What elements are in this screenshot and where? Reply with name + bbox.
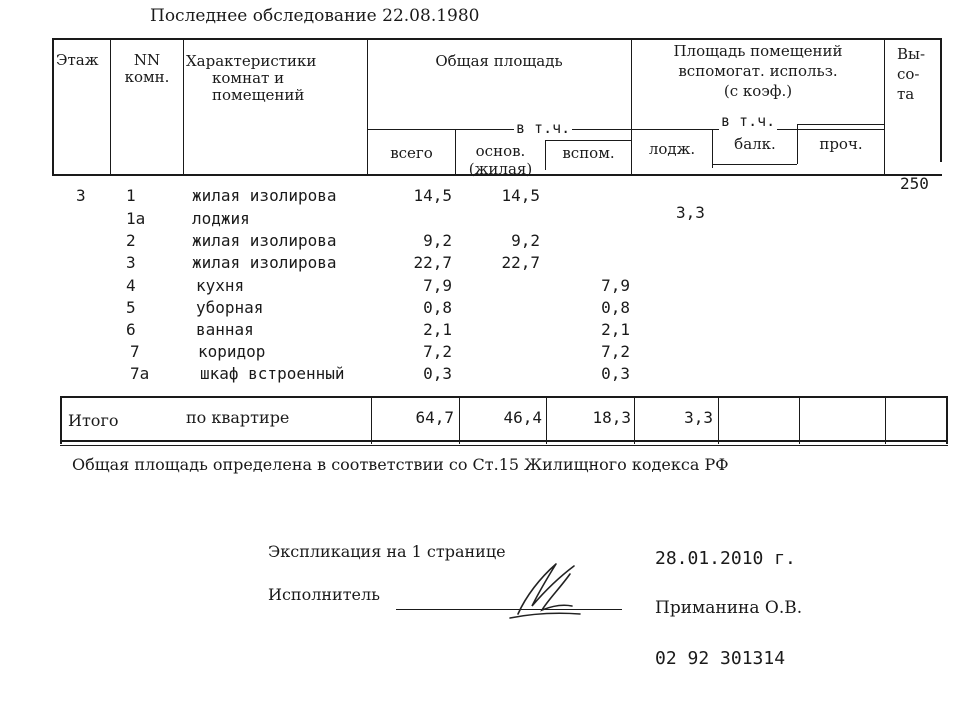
cell-main: 22,7 (501, 253, 540, 272)
total-main: 46,4 (503, 408, 542, 427)
subheader-hline (712, 164, 797, 165)
total-vline (718, 396, 719, 444)
cell-total: 0,8 (423, 298, 452, 317)
cell-no: 1 (126, 186, 136, 205)
total-all: 64,7 (415, 408, 454, 427)
cell-name: жилая изолирова (192, 231, 337, 250)
cell-total: 0,3 (423, 364, 452, 383)
header-vline (183, 38, 184, 176)
cell-main: 14,5 (501, 186, 540, 205)
col-balcony: балк. (734, 135, 776, 153)
cell-name: уборная (196, 298, 264, 317)
table-row (0, 276, 957, 298)
table-top-border (52, 38, 942, 40)
incl-label-2: в т.ч. (721, 112, 776, 130)
cell-aux: 0,3 (601, 364, 630, 383)
cell-no: 7 (130, 342, 140, 361)
cell-no: 7а (130, 364, 150, 383)
executor-label: Исполнитель (268, 585, 380, 604)
total-aux: 18,3 (592, 408, 631, 427)
header-vline (52, 38, 54, 176)
cell-no: 4 (126, 276, 136, 295)
cell-aux: 7,2 (601, 342, 630, 361)
subheader-top-border (367, 129, 884, 130)
area-note: Общая площадь определена в соответствии со Ст.15 Жилищного кодекса РФ (72, 455, 729, 474)
col-aux-area: Площадь помещений вспомогат. использ. (с коэф.) (673, 42, 843, 100)
total-vline (60, 396, 62, 444)
total-label: Итого (68, 411, 119, 430)
total-scope: по квартире (186, 408, 290, 427)
cell-total: 9,2 (423, 231, 452, 250)
cell-aux: 0,8 (601, 298, 630, 317)
col-loggia: лодж. (648, 140, 696, 158)
cell-total: 7,2 (423, 342, 452, 361)
col-room-no: NN комн. (124, 51, 170, 86)
cell-total: 2,1 (423, 320, 452, 339)
document-code: 02 92 301314 (655, 648, 786, 669)
cell-no: 5 (126, 298, 136, 317)
executor-name: Приманина О.В. (655, 598, 803, 618)
cell-name: ванная (196, 320, 254, 339)
document-date: 28.01.2010 г. (655, 548, 796, 569)
col-height: Вы- со- та (897, 45, 926, 103)
table-row (0, 320, 957, 342)
cell-no: 6 (126, 320, 136, 339)
col-all: всего (390, 144, 433, 162)
col-characteristics: Характеристики комнат и помещений (186, 52, 317, 104)
cell-total: 14,5 (413, 186, 452, 205)
col-floor: Этаж (56, 51, 99, 69)
cell-name: жилая изолирова (192, 253, 337, 272)
table-row (0, 231, 957, 253)
header-vline (110, 38, 111, 176)
col-other: проч. (819, 135, 863, 153)
cell-name: кухня (196, 276, 245, 295)
table-row (0, 364, 957, 386)
cell-name: коридор (198, 342, 266, 361)
total-bottom-border (60, 440, 948, 442)
cell-loggia: 3,3 (676, 203, 705, 222)
col-main: основ. (жилая) (468, 142, 533, 178)
total-loggia: 3,3 (684, 408, 713, 427)
cell-floor: 3 (76, 186, 86, 205)
cell-aux: 7,9 (601, 276, 630, 295)
cell-aux: 2,1 (601, 320, 630, 339)
subheader-hline (545, 140, 632, 141)
header-vline (940, 38, 942, 162)
last-inspection: Последнее обследование 22.08.1980 (150, 6, 480, 26)
col-aux: вспом. (562, 144, 615, 162)
table-row (0, 253, 957, 275)
header-vline (884, 38, 885, 176)
cell-no: 2 (126, 231, 136, 250)
total-bottom-border-2 (60, 445, 948, 446)
table-row (0, 203, 957, 231)
table-row (0, 342, 957, 364)
total-vline (799, 396, 800, 444)
cell-no: 1а (126, 209, 146, 228)
table-row (0, 298, 957, 320)
cell-main: 9,2 (511, 231, 540, 250)
cell-name: шкаф встроенный (200, 364, 345, 383)
cell-no: 3 (126, 253, 136, 272)
cell-total: 22,7 (413, 253, 452, 272)
incl-label-1: в т.ч. (516, 119, 571, 137)
cell-name: жилая изолирова (192, 186, 337, 205)
col-total-area: Общая площадь (435, 52, 563, 70)
total-vline (885, 396, 886, 444)
total-vline (946, 396, 948, 444)
total-top-border (60, 396, 948, 398)
explication-pages: Экспликация на 1 странице (268, 542, 506, 561)
signature (500, 556, 590, 626)
cell-height: 250 (900, 174, 929, 193)
cell-total: 7,9 (423, 276, 452, 295)
table-row (0, 174, 957, 208)
subheader-hline (797, 124, 884, 125)
cell-name: лоджия (192, 209, 250, 228)
